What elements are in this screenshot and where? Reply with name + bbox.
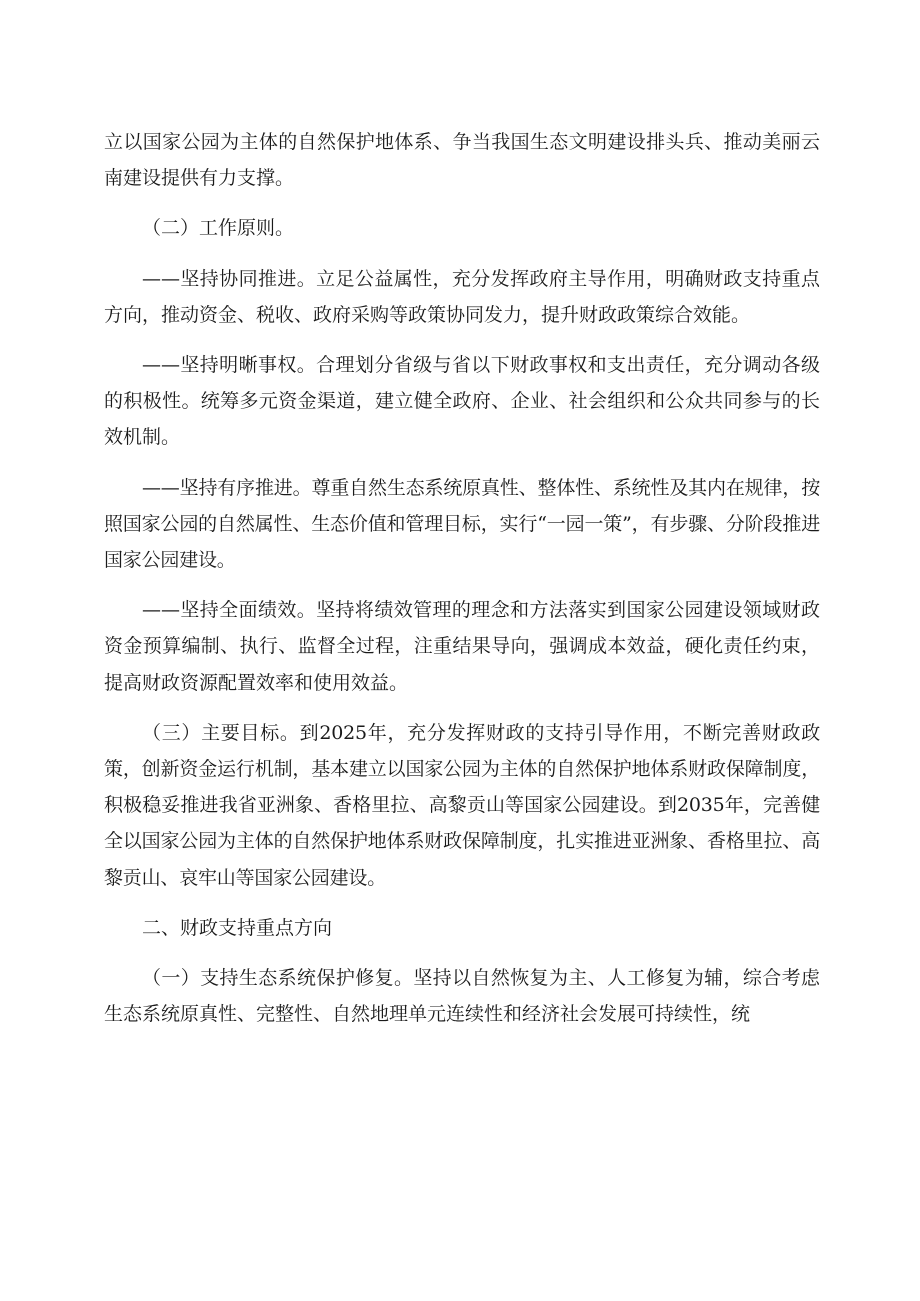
paragraph-principle-clear-authority: ——坚持明晰事权。合理划分省级与省以下财政事权和支出责任，充分调动各级的积极性。统筹多元资金渠道，建立健全政府、企业、社会组织和公众共同参与的长效机制。 (104, 354, 820, 449)
paragraph-continuation: 立以国家公园为主体的自然保护地体系、争当我国生态文明建设排头兵、推动美丽云南建设提供有力支撑。 (104, 131, 820, 190)
paragraph-main-goals: （三）主要目标。到2025年，充分发挥财政的支持引导作用，不断完善财政政策，创新资金运行机制，基本建立以国家公园为主体的自然保护地体系财政保障制度，积极稳妥推进我省亚洲象、香格里拉、高黎贡山等国家公园建设。到2035年，完善健全以国家公园为主体的自然保护地体系财政保障制度，扎实推进亚洲象、香格里拉、高黎贡山、哀牢山等国家公园建设。 (104, 721, 820, 889)
paragraph-principle-orderly-progress: ——坚持有序推进。尊重自然生态系统原真性、整体性、系统性及其内在规律，按照国家公园的自然属性、生态价值和管理目标，实行“一园一策”，有步骤、分阶段推进国家公园建设。 (104, 476, 820, 572)
section-heading-work-principles: （二）工作原则。 (142, 217, 295, 240)
paragraph-principle-performance: ——坚持全面绩效。坚持将绩效管理的理念和方法落实到国家公园建设领域财政资金预算编制、执行、监督全过程，注重结果导向，强调成本效益，硬化责任约束，提高财政资源配置效率和使用效益。 (104, 599, 820, 694)
section-heading-fiscal-support: 二、财政支持重点方向 (142, 916, 333, 939)
document-body (104, 124, 820, 1046)
paragraph-ecosystem-restoration: （一）支持生态系统保护修复。坚持以自然恢复为主、人工修复为辅，综合考虑生态系统原真性、完整性、自然地理单元连续性和经济社会发展可持续性，统 (104, 967, 820, 1026)
paragraph-principle-coordination: ——坚持协同推进。立足公益属性，充分发挥政府主导作用，明确财政支持重点方向，推动资金、税收、政府采购等政策协同发力，提升财政政策综合效能。 (104, 267, 820, 326)
